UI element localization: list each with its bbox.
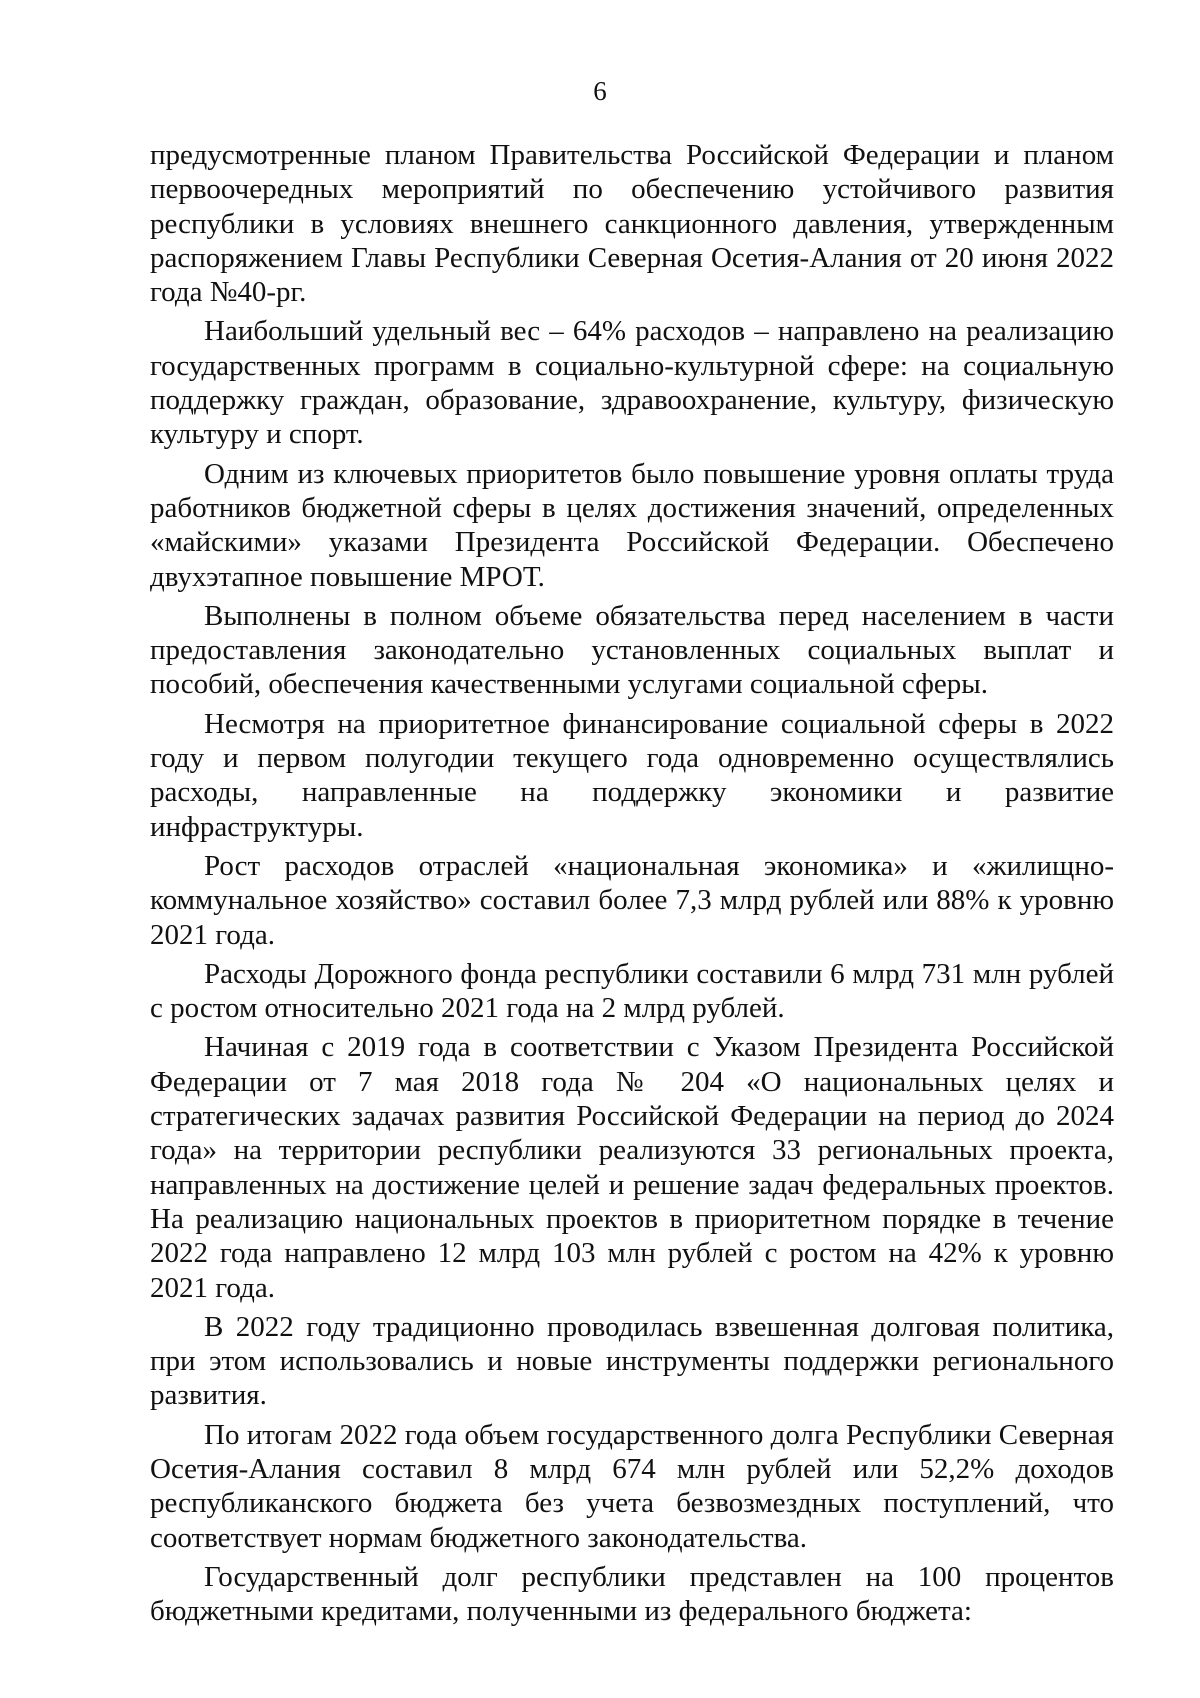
paragraph-wages: Одним из ключевых приоритетов было повышение уровня оплаты труда работников бюджетной сферы в целях достижения значений, определенных «майскими» указами Президента Российской Федерации. Обеспечено двухэтапное повышение МРОТ. — [150, 457, 1114, 593]
paragraph-national-projects: Начиная с 2019 года в соответствии с Указом Президента Российской Федерации от 7 мая 2018 года № 204 «О национальных целях и стратегических задачах развития Российской Федерации на период до 2024 года» на территории республики реализуются 33 региональных проекта, направленных на достижение целей и решение задач федеральных проектов. На реализацию национальных проектов в приоритетном порядке в течение 2022 года направлено 12 млрд 103 млн рублей с ростом на 42% к уровню 2021 года. — [150, 1031, 1114, 1304]
paragraph-infrastructure: Несмотря на приоритетное финансирование социальной сферы в 2022 году и первом полугодии текущего года одновременно осуществлялись расходы, направленные на поддержку экономики и развитие инфраструктуры. — [150, 707, 1114, 843]
paragraph-social-spending: Наибольший удельный вес – 64% расходов – направлено на реализацию государственных программ в социально-культурной сфере: на социальную поддержку граждан, образование, здравоохранение, культуру, физическую культуру и спорт. — [150, 315, 1114, 451]
page-number: 6 — [593, 76, 607, 106]
paragraph-debt-policy: В 2022 году традиционно проводилась взвешенная долговая политика, при этом использовались и новые инструменты поддержки регионального развития. — [150, 1310, 1114, 1412]
paragraph-road-fund: Расходы Дорожного фонда республики составили 6 млрд 731 млн рублей с ростом относительно 2021 года на 2 млрд рублей. — [150, 957, 1114, 1025]
document-body — [150, 138, 1114, 1633]
paragraph-debt-volume: По итогам 2022 года объем государственного долга Республики Северная Осетия-Алания составил 8 млрд 674 млн рублей или 52,2% доходов республиканского бюджета без учета безвозмездных поступлений, что соответствует нормам бюджетного законодательства. — [150, 1418, 1114, 1554]
paragraph-economy-growth: Рост расходов отраслей «национальная экономика» и «жилищно-коммунальное хозяйство» составил более 7,3 млрд рублей или 88% к уровню 2021 года. — [150, 849, 1114, 951]
paragraph-continuation: предусмотренные планом Правительства Российской Федерации и планом первоочередных мероприятий по обеспечению устойчивого развития республики в условиях внешнего санкционного давления, утвержденным распоряжением Главы Республики Северная Осетия-Алания от 20 июня 2022 года №40-рг. — [150, 139, 1114, 309]
paragraph-debt-structure: Государственный долг республики представлен на 100 процентов бюджетными кредитами, полученными из федерального бюджета: — [150, 1560, 1114, 1628]
paragraph-obligations: Выполнены в полном объеме обязательства перед населением в части предоставления законодательно установленных социальных выплат и пособий, обеспечения качественными услугами социальной сферы. — [150, 599, 1114, 701]
